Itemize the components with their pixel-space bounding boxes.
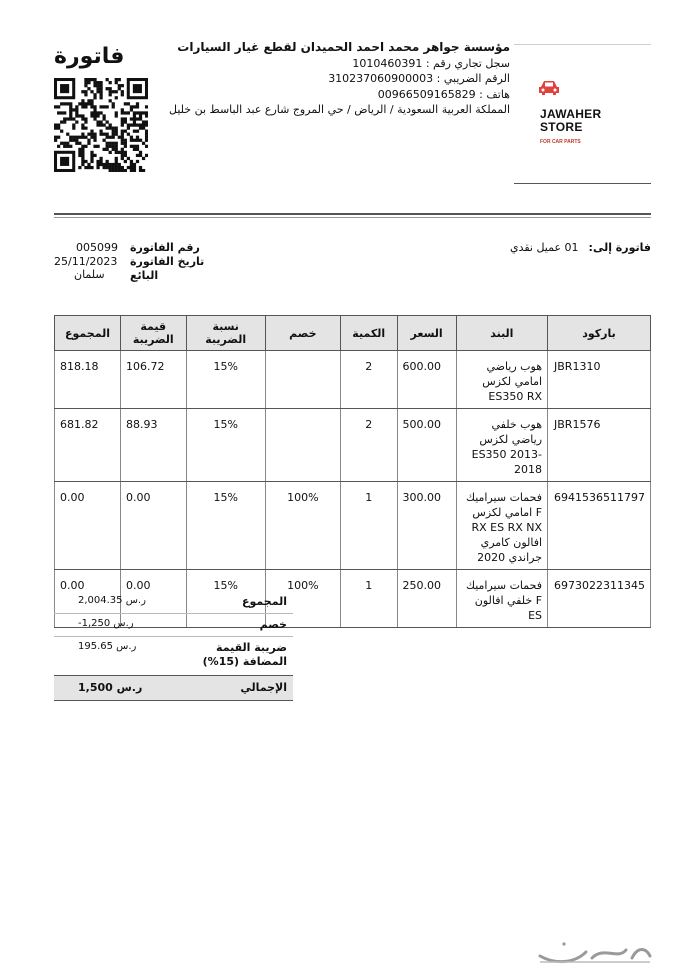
site-watermark	[534, 938, 654, 966]
grand-total-value: 1,500 ر.س	[78, 681, 143, 694]
cell-tax-value: 0.00	[120, 570, 186, 628]
cell-price: 500.00	[397, 409, 456, 482]
seller-label: البائع	[130, 269, 159, 282]
company-info	[150, 40, 510, 118]
items-table	[54, 315, 651, 628]
car-icon	[538, 79, 560, 97]
vat-value: 195.65 ر.س	[78, 641, 137, 652]
cell-tax-rate: 15%	[186, 482, 265, 570]
cell-qty: 2	[340, 409, 397, 482]
vat-row	[54, 641, 293, 673]
invoice-number-label: رقم الفاتورة	[130, 241, 200, 254]
cell-discount	[265, 409, 340, 482]
cell-qty: 1	[340, 570, 397, 628]
cell-tax-rate: 15%	[186, 570, 265, 628]
header-divider	[54, 213, 651, 215]
cell-barcode: JBR1310	[548, 351, 651, 409]
company-tax-number: الرقم الضريبي : 310237060900003	[328, 72, 510, 85]
cell-total: 818.18	[55, 351, 121, 409]
cell-total: 681.82	[55, 409, 121, 482]
cell-total: 0.00	[55, 570, 121, 628]
discount-value: -1,250 ر.س	[78, 618, 134, 629]
discount-label: خصم	[259, 618, 287, 631]
store-logo	[514, 44, 651, 184]
vat-label: ضريبة القيمة المضافة (15%)	[202, 641, 287, 668]
invoice-number: 005099	[76, 241, 118, 254]
cell-barcode: 6941536511797	[548, 482, 651, 570]
col-barcode: باركود	[548, 316, 651, 351]
cell-price: 300.00	[397, 482, 456, 570]
col-qty: الكمية	[340, 316, 397, 351]
logo-line-2: STORE	[540, 120, 583, 134]
table-header-row	[55, 316, 651, 351]
cell-tax-rate: 15%	[186, 409, 265, 482]
subtotal-row	[54, 595, 293, 611]
col-discount: خصم	[265, 316, 340, 351]
cell-discount	[265, 351, 340, 409]
company-name: مؤسسة جواهر محمد احمد الحميدان لقطع غيار السيارات	[177, 40, 510, 54]
header-divider-thin	[54, 217, 651, 218]
discount-row	[54, 618, 293, 634]
qr-code	[54, 78, 148, 172]
cell-discount: 100%	[265, 570, 340, 628]
invoice-date: 25/11/2023	[54, 255, 118, 268]
table-row	[55, 482, 651, 570]
grand-total-row	[54, 675, 293, 701]
table-row	[55, 409, 651, 482]
document-title: فاتورة	[54, 44, 125, 69]
subtotal-label: المجموع	[242, 595, 287, 608]
cell-item: هوب خلفي رياضي لكزس ES350 2013-2018	[456, 409, 547, 482]
cell-price: 600.00	[397, 351, 456, 409]
bill-to-customer: 01 عميل نقدي	[509, 241, 579, 254]
bill-to	[510, 241, 651, 254]
bill-to-label: فاتورة إلى:	[588, 241, 651, 254]
cell-item: فحمات سيراميك F خلفي افالون ES	[456, 570, 547, 628]
col-total: المجموع	[55, 316, 121, 351]
col-price: السعر	[397, 316, 456, 351]
logo-tagline: FOR CAR PARTS	[540, 139, 581, 145]
cell-item: هوب رياضي امامي لكزس ES350 RX	[456, 351, 547, 409]
cell-price: 250.00	[397, 570, 456, 628]
table-row	[55, 351, 651, 409]
logo-line-1: JAWAHER	[540, 107, 602, 121]
cell-tax-value: 106.72	[120, 351, 186, 409]
company-phone: هاتف : 00966509165829	[377, 87, 510, 101]
cell-item: فحمات سيراميك F امامي لكزس RX ES RX NX افالون كامري جراندي 2020	[456, 482, 547, 570]
grand-total-label: الإجمالي	[240, 681, 287, 694]
company-cr: سجل تجاري رقم : 1010460391	[352, 56, 510, 70]
col-tax-rate: نسبة الضريبة	[186, 316, 265, 351]
cell-barcode: 6973022311345	[548, 570, 651, 628]
seller-name: سلمان	[74, 268, 105, 281]
cell-tax-rate: 15%	[186, 351, 265, 409]
logo-text	[540, 108, 601, 134]
cell-barcode: JBR1576	[548, 409, 651, 482]
totals-divider	[54, 636, 293, 637]
company-address: المملكة العربية السعودية / الرياض / حي المروج شارع عبد الباسط بن خليل	[168, 103, 510, 116]
cell-total: 0.00	[55, 482, 121, 570]
invoice-date-label: تاريخ الفاتورة	[130, 255, 205, 268]
cell-discount: 100%	[265, 482, 340, 570]
cell-qty: 2	[340, 351, 397, 409]
subtotal-value: 2,004.35 ر.س	[78, 595, 146, 606]
totals-divider	[54, 613, 293, 614]
col-tax-value: قيمة الضريبة	[120, 316, 186, 351]
cell-tax-value: 88.93	[120, 409, 186, 482]
col-item: البند	[456, 316, 547, 351]
cell-tax-value: 0.00	[120, 482, 186, 570]
cell-qty: 1	[340, 482, 397, 570]
watermark-logo	[534, 938, 654, 966]
